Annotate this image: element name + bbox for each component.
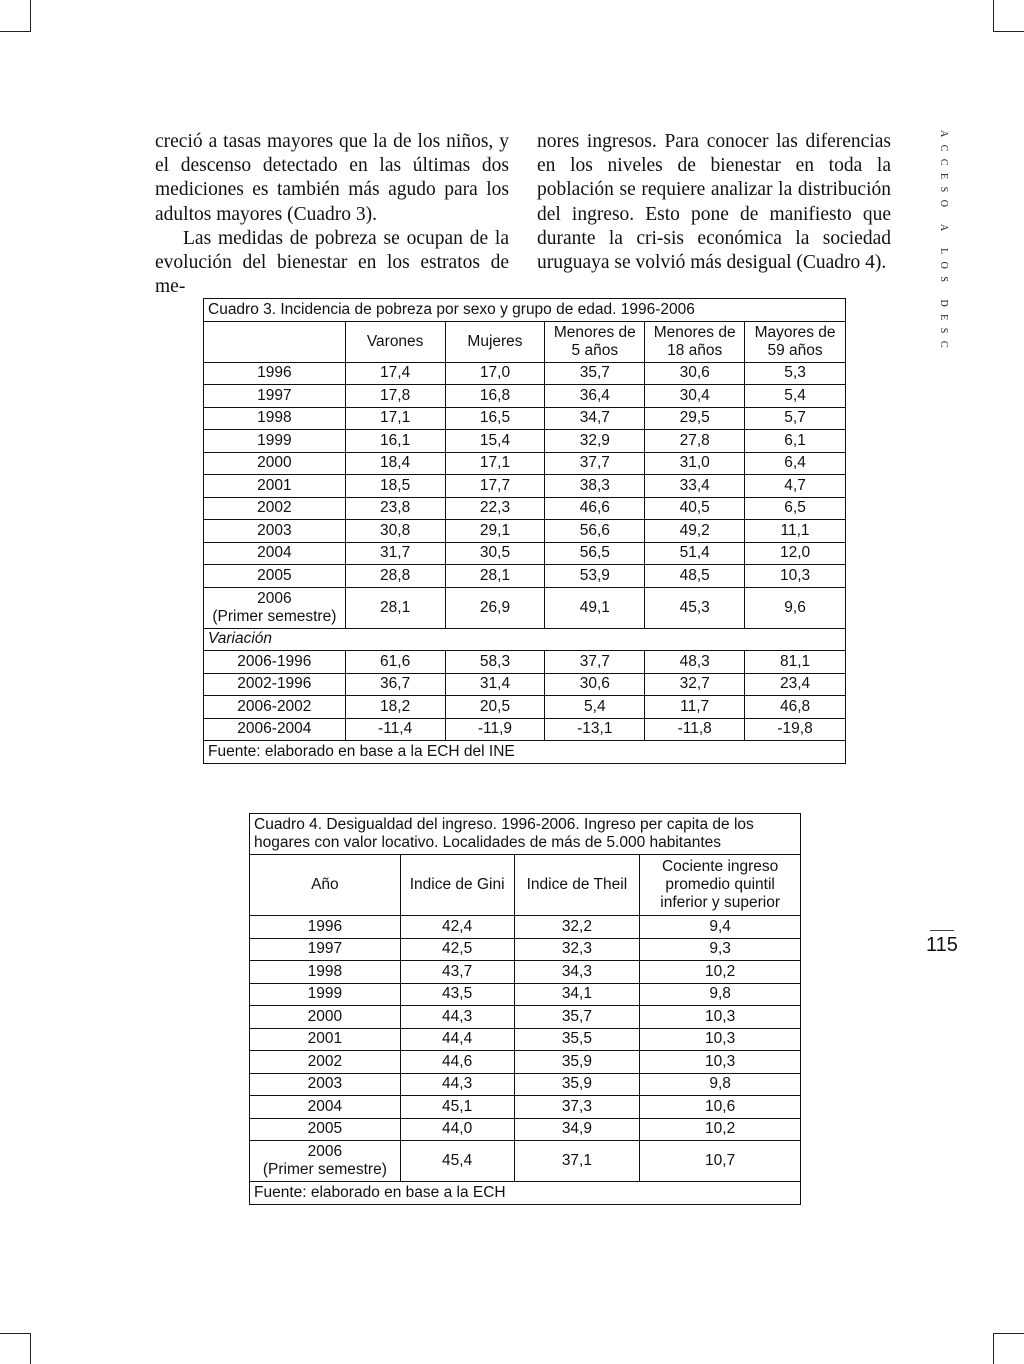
table-cell: 48,3: [645, 651, 745, 674]
table-cell: 2003: [204, 520, 346, 543]
table-cell: 2003: [250, 1073, 401, 1096]
table-cell: 33,4: [645, 475, 745, 498]
table-cell: 2006 (Primer semestre): [204, 587, 346, 628]
text-column-right: [537, 130, 891, 275]
table-cell: 26,9: [445, 587, 545, 628]
crop-mark-top-right-v: [993, 0, 994, 31]
table-cell: 35,7: [545, 362, 645, 385]
table-row: [204, 475, 846, 498]
table-row: [204, 407, 846, 430]
table-row: [204, 718, 846, 741]
table-cell: 9,8: [640, 983, 801, 1006]
table-row: [204, 696, 846, 719]
table-cell: 23,4: [745, 673, 846, 696]
table-cell: 46,6: [545, 497, 645, 520]
table-cell: 9,8: [640, 1073, 801, 1096]
table-cell: 35,9: [514, 1073, 640, 1096]
table-cell: 9,4: [640, 916, 801, 939]
table-cell: 2006 (Primer semestre): [250, 1141, 401, 1182]
table-cell: 42,5: [400, 938, 514, 961]
table-cell: 44,6: [400, 1051, 514, 1074]
table-cell: 2001: [250, 1028, 401, 1051]
table-cell: 43,7: [400, 961, 514, 984]
table-cell: 32,9: [545, 430, 645, 453]
table-cell: 1999: [250, 983, 401, 1006]
table-cell: 30,5: [445, 542, 545, 565]
table-caption: Cuadro 4. Desigualdad del ingreso. 1996-2006. Ingreso per capita de los hogares con valor locativo. Localidades de más de 5.000 habitantes: [250, 814, 801, 855]
table-cell: 51,4: [645, 542, 745, 565]
table-cell: 17,7: [445, 475, 545, 498]
table-cell: 36,4: [545, 385, 645, 408]
table-row: [250, 1096, 801, 1119]
table-cell: 40,5: [645, 497, 745, 520]
table-cell: 1996: [204, 362, 346, 385]
table-cell: 81,1: [745, 651, 846, 674]
table-cell: 20,5: [445, 696, 545, 719]
table-row: [250, 1073, 801, 1096]
table-header-row: [250, 855, 801, 916]
table-cell: 15,4: [445, 430, 545, 453]
table-cell: 35,9: [514, 1051, 640, 1074]
table-row: [250, 983, 801, 1006]
table-cell: 6,4: [745, 452, 846, 475]
table-cell: 1996: [250, 916, 401, 939]
table-cell: 17,0: [445, 362, 545, 385]
running-header-vertical: ACCESO A LOS DESC: [938, 130, 949, 356]
crop-mark-top-left-v: [30, 0, 31, 31]
table-cell: 45,1: [400, 1096, 514, 1119]
table-row: [204, 385, 846, 408]
table-cell: 5,3: [745, 362, 846, 385]
paragraph: creció a tasas mayores que la de los niños, y el descenso detectado en las últimas dos mediciones es también más agudo para los adultos mayores (Cuadro 3).: [155, 131, 509, 225]
table-cell: 58,3: [445, 651, 545, 674]
table-cell: 12,0: [745, 542, 846, 565]
table-cell: 37,1: [514, 1141, 640, 1182]
table-cell: 10,3: [640, 1006, 801, 1029]
table-row: [250, 961, 801, 984]
table-cell: 2002: [250, 1051, 401, 1074]
table-cell: 44,3: [400, 1006, 514, 1029]
table-cell: 2001: [204, 475, 346, 498]
table-cell: 5,7: [745, 407, 846, 430]
table-cell: -11,8: [645, 718, 745, 741]
table-cell: 31,7: [345, 542, 445, 565]
table-cell: 6,1: [745, 430, 846, 453]
table-cell: 32,7: [645, 673, 745, 696]
table-row: [204, 542, 846, 565]
table-cell: 35,5: [514, 1028, 640, 1051]
table-source: Fuente: elaborado en base a la ECH: [250, 1182, 801, 1205]
table-cell: 17,8: [345, 385, 445, 408]
table-cell: 1998: [250, 961, 401, 984]
table-cell: 30,6: [645, 362, 745, 385]
table-cell: 16,8: [445, 385, 545, 408]
paragraph: Las medidas de pobreza se ocupan de la evolución del bienestar en los estratos de me-: [155, 227, 509, 298]
table-row: [204, 587, 846, 628]
table-cell: 29,1: [445, 520, 545, 543]
table-cell: 1998: [204, 407, 346, 430]
table-row: [204, 520, 846, 543]
table-cell: 45,4: [400, 1141, 514, 1182]
column-header: Menores de 18 años: [645, 321, 745, 362]
table-row: [250, 938, 801, 961]
table-cell: 11,1: [745, 520, 846, 543]
table-cell: 27,8: [645, 430, 745, 453]
table-cell: 4,7: [745, 475, 846, 498]
table-cell: 2002-1996: [204, 673, 346, 696]
table-cell: 44,3: [400, 1073, 514, 1096]
table-cell: 2006-2004: [204, 718, 346, 741]
table-cell: 30,8: [345, 520, 445, 543]
table-caption: Cuadro 3. Incidencia de pobreza por sexo y grupo de edad. 1996-2006: [204, 299, 846, 322]
table-cell: 43,5: [400, 983, 514, 1006]
table-cell: 1999: [204, 430, 346, 453]
table-cell: 9,3: [640, 938, 801, 961]
table-cell: 48,5: [645, 565, 745, 588]
table-cell: 16,5: [445, 407, 545, 430]
table-cell: 10,3: [640, 1051, 801, 1074]
table-cell: 18,2: [345, 696, 445, 719]
table-cell: 30,4: [645, 385, 745, 408]
table-cell: 9,6: [745, 587, 846, 628]
table-cell: 2005: [250, 1118, 401, 1141]
table-cell: 36,7: [345, 673, 445, 696]
table-cell: 53,9: [545, 565, 645, 588]
table-section-row: [204, 628, 846, 651]
table-cell: 23,8: [345, 497, 445, 520]
table-cell: 34,3: [514, 961, 640, 984]
text-column-left: [155, 130, 509, 299]
table-cell: 11,7: [645, 696, 745, 719]
table-source: Fuente: elaborado en base a la ECH del INE: [204, 741, 846, 764]
table-cell: 2004: [204, 542, 346, 565]
column-header: Mujeres: [445, 321, 545, 362]
table-cell: -13,1: [545, 718, 645, 741]
table-row: [204, 497, 846, 520]
table-source-row: [204, 741, 846, 764]
crop-mark-bottom-left-h: [0, 1333, 31, 1334]
table-header-row: [204, 321, 846, 362]
table-cell: 5,4: [545, 696, 645, 719]
crop-mark-top-left-h: [0, 31, 31, 32]
column-header: Cociente ingreso promedio quintil inferior y superior: [640, 855, 801, 916]
table-cell: 1997: [204, 385, 346, 408]
table-cell: 30,6: [545, 673, 645, 696]
table-row: [250, 1028, 801, 1051]
folio-rule: [930, 930, 954, 931]
table-cell: 34,9: [514, 1118, 640, 1141]
table-cuadro-4: [249, 813, 801, 1205]
table-cell: 61,6: [345, 651, 445, 674]
table-cell: 2004: [250, 1096, 401, 1119]
table-cell: 10,7: [640, 1141, 801, 1182]
table-cell: 45,3: [645, 587, 745, 628]
table-cell: 28,8: [345, 565, 445, 588]
table-cell: 32,3: [514, 938, 640, 961]
section-label: Variación: [204, 628, 846, 651]
crop-mark-bottom-left-v: [30, 1333, 31, 1364]
table-cell: 28,1: [345, 587, 445, 628]
table-cell: 56,6: [545, 520, 645, 543]
table-row: [250, 1006, 801, 1029]
column-header: [204, 321, 346, 362]
table-cell: -11,4: [345, 718, 445, 741]
table-cell: 2006-1996: [204, 651, 346, 674]
table-caption-row: [204, 299, 846, 322]
table-row: [250, 1118, 801, 1141]
table-cell: 17,4: [345, 362, 445, 385]
table-cell: 10,3: [745, 565, 846, 588]
table-row: [204, 452, 846, 475]
column-header: Mayores de 59 años: [745, 321, 846, 362]
table-cell: 2000: [250, 1006, 401, 1029]
table-row: [204, 651, 846, 674]
table-cell: -11,9: [445, 718, 545, 741]
table-cell: 10,2: [640, 1118, 801, 1141]
table-cell: 22,3: [445, 497, 545, 520]
table-row: [204, 673, 846, 696]
table-cell: 17,1: [345, 407, 445, 430]
table-cell: 2005: [204, 565, 346, 588]
table-cell: 56,5: [545, 542, 645, 565]
table-cell: 18,5: [345, 475, 445, 498]
table-cell: 10,3: [640, 1028, 801, 1051]
table-cell: 38,3: [545, 475, 645, 498]
table-row: [204, 430, 846, 453]
table-row: [250, 916, 801, 939]
table-row: [204, 565, 846, 588]
table-cell: 42,4: [400, 916, 514, 939]
crop-mark-top-right-h: [993, 31, 1024, 32]
column-header: Año: [250, 855, 401, 916]
column-header: Menores de 5 años: [545, 321, 645, 362]
table-cell: 34,1: [514, 983, 640, 1006]
table-cuadro-3: [203, 298, 846, 764]
table-cell: 5,4: [745, 385, 846, 408]
table-cell: 1997: [250, 938, 401, 961]
table-cell: 2000: [204, 452, 346, 475]
table-cell: 2002: [204, 497, 346, 520]
table-cell: 32,2: [514, 916, 640, 939]
table-cell: 31,4: [445, 673, 545, 696]
table-cell: 37,7: [545, 452, 645, 475]
crop-mark-bottom-right-v: [993, 1333, 994, 1364]
table-row: [204, 362, 846, 385]
paragraph: nores ingresos. Para conocer las diferencias en los niveles de bienestar en toda la población se requiere analizar la distribución del ingreso. Esto pone de manifiesto que durante la cri-sis económica la sociedad uruguaya se volvió más desigual (Cuadro 4).: [537, 131, 891, 274]
table-cell: 35,7: [514, 1006, 640, 1029]
table-row: [250, 1141, 801, 1182]
table-cell: 17,1: [445, 452, 545, 475]
table-cell: 29,5: [645, 407, 745, 430]
column-header: Indice de Gini: [400, 855, 514, 916]
table-cell: 16,1: [345, 430, 445, 453]
table-cell: 18,4: [345, 452, 445, 475]
table-cell: 28,1: [445, 565, 545, 588]
table-cell: 49,1: [545, 587, 645, 628]
table-row: [250, 1051, 801, 1074]
table-cell: 10,2: [640, 961, 801, 984]
table-caption-row: [250, 814, 801, 855]
table-cell: 31,0: [645, 452, 745, 475]
table-cell: -19,8: [745, 718, 846, 741]
table-cell: 44,4: [400, 1028, 514, 1051]
table-cell: 37,3: [514, 1096, 640, 1119]
table-cell: 44,0: [400, 1118, 514, 1141]
table-cell: 34,7: [545, 407, 645, 430]
table-cell: 49,2: [645, 520, 745, 543]
column-header: Indice de Theil: [514, 855, 640, 916]
column-header: Varones: [345, 321, 445, 362]
table-cell: 10,6: [640, 1096, 801, 1119]
table-cell: 37,7: [545, 651, 645, 674]
table-cell: 46,8: [745, 696, 846, 719]
page-number: 115: [926, 934, 958, 956]
crop-mark-bottom-right-h: [993, 1333, 1024, 1334]
table-source-row: [250, 1182, 801, 1205]
table-cell: 6,5: [745, 497, 846, 520]
table-cell: 2006-2002: [204, 696, 346, 719]
